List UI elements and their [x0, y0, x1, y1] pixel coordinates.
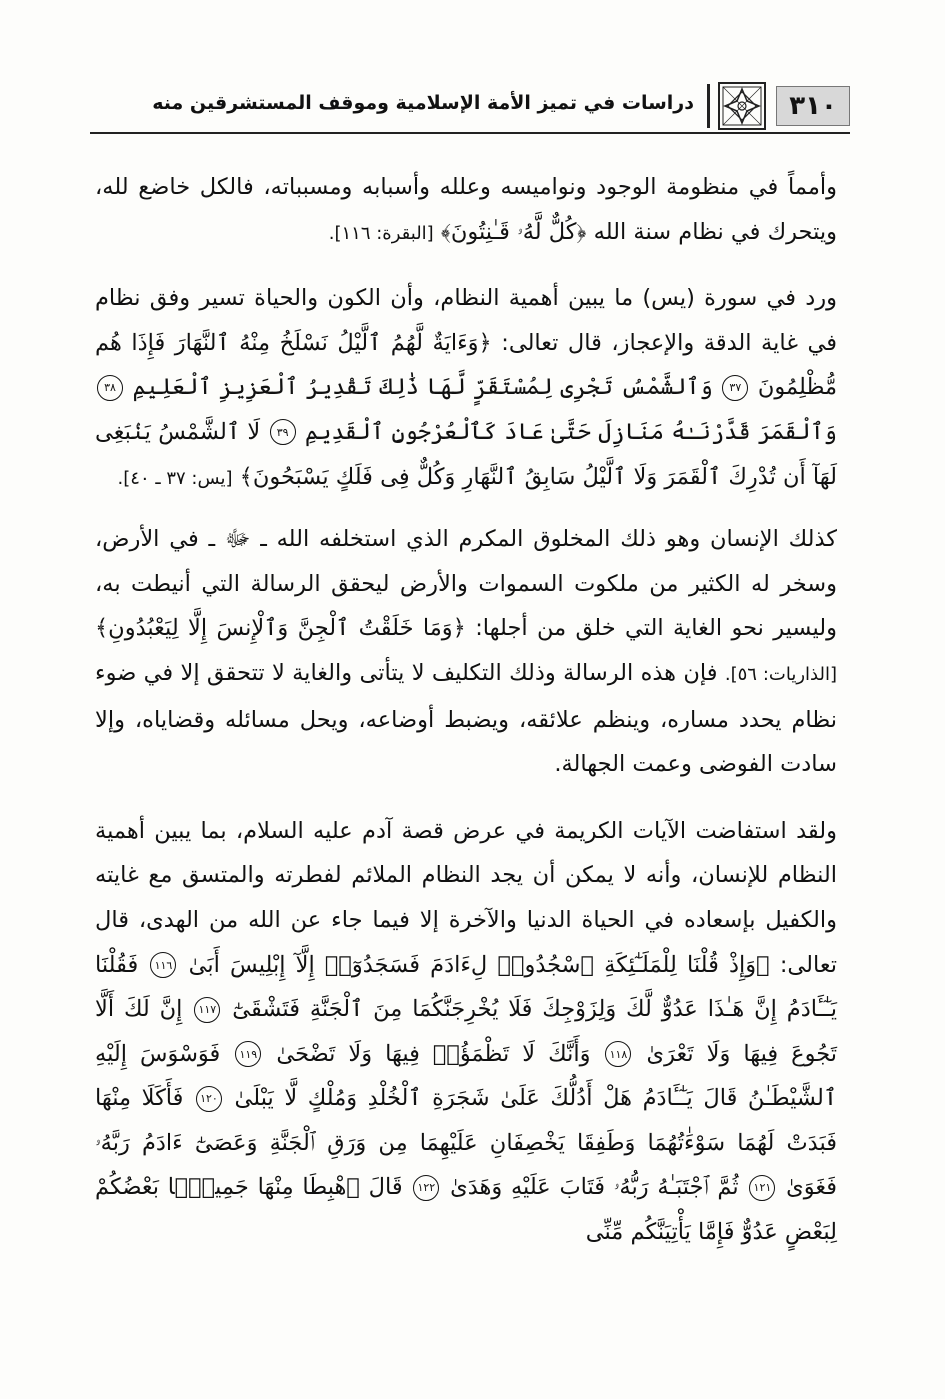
ayah-number-marker: ٣٨: [97, 375, 123, 401]
body-text: [95, 165, 837, 1255]
quran-quote: لَا ٱلشَّمْسُ يَنۢبَغِى لَهَآ أَن تُدْرِكَ ٱلْقَمَرَ وَلَا ٱلَّيْلُ سَابِقُ ٱلنَّهَارِ وَكُلٌّ فِى فَلَكٍ يَسْبَحُونَ﴾: [95, 418, 837, 490]
paragraph-text: ورد في سورة (يس) ما يبين أهمية النظام، وأن الكون والحياة تسير وفق نظام في غاية الدقة والإعجاز، قال تعالى:: [95, 285, 837, 356]
quran-quote: ﴿كُلٌّ لَّهُۥ قَـٰنِتُونَ﴾: [440, 218, 587, 245]
paragraph-1: [95, 165, 837, 256]
header-rule: [90, 132, 850, 134]
quran-quote: وَٱلْقَمَرَ قَدَّرْنَـٰهُ مَنَازِلَ حَتَّىٰ عَادَ كَٱلْعُرْجُونِ ٱلْقَدِيمِ: [304, 418, 837, 445]
paragraph-2: [95, 276, 837, 501]
ayah-number-marker: ١٢٠: [196, 1086, 222, 1112]
paragraph-text: كذلك الإنسان وهو ذلك المخلوق المكرم الذي استخلفه الله ـ ﷻ ـ في الأرض، وسخر له الكثير من ملكوت السموات والأرض ليحقق الرسالة التي أنيطت به، وليسير نحو الغاية التي خلق من أجلها:: [95, 526, 838, 642]
verse-reference: [البقرة: ١١٦].: [328, 222, 434, 244]
ayah-number-marker: ١٢١: [749, 1175, 775, 1201]
paragraph-4: [95, 809, 837, 1255]
ayah-number-marker: ٣٧: [722, 375, 748, 401]
paragraph-text: ولقد استفاضت الآيات الكريمة في عرض قصة آدم عليه السلام، بما يبين أهمية النظام للإنسان، وأنه لا يمكن أن يجد النظام الملائم لفطرته والمتسق مع غايته والكفيل بإسعاده في الحياة الدنيا والآخرة إلا فيما جاء عن الله من الهدى، قال تعالى:: [95, 817, 838, 978]
paragraph-text: وأمماً في منظومة الوجود ونواميسه وعلله وأسبابه ومسبباته، فالكل خاضع لله، ويتحرك في نظام سنة الله: [95, 174, 837, 245]
quran-quote: وَٱلشَّمْسُ تَجْرِى لِمُسْتَقَرٍّ لَّهَا ذَٰلِكَ تَقْدِيرُ ٱلْعَزِيزِ ٱلْعَلِيمِ: [132, 374, 713, 401]
quran-quote: ﴿وَمَا خَلَقْتُ ٱلْجِنَّ وَٱلْإِنسَ إِلَّا لِيَعْبُدُونِ﴾: [95, 615, 466, 642]
paragraph-text: فإن هذه الرسالة وذلك التكليف لا يتأتى والغاية لا تتحقق إلا في ضوء نظام يحدد مساره، وينظم علائقه، ويضبط أوضاعه، ويحل مسائله وقضاياه، وإلا سادت الفوضى وعمت الجهالة.: [95, 659, 837, 778]
geometric-ornament-icon: [718, 82, 766, 130]
ayah-number-marker: ٣٩: [270, 419, 296, 445]
ayah-number-marker: ١١٦: [150, 952, 176, 978]
quran-quote: فَقُلْنَا يَـٰٓـَٔادَمُ إِنَّ هَـٰذَا عَدُوٌّ لَّكَ وَلِزَوْجِكَ فَلَا يُخْرِجَنَّكُمَا مِنَ ٱلْجَنَّةِ فَتَشْقَىٰٓ: [95, 951, 838, 1023]
quran-quote: ﴿وَإِذْ قُلْنَا لِلْمَلَـٰٓئِكَةِ ٱسْجُدُوا۟ لِءَادَمَ فَسَجَدُوٓا۟ إِلَّآ إِبْلِيسَ أَبَىٰ: [188, 951, 770, 978]
quran-quote: ﴿وَءَايَةٌ لَّهُمُ ٱلَّيْلُ نَسْلَخُ مِنْهُ ٱلنَّهَارَ فَإِذَا هُم مُّظْلِمُونَ: [95, 329, 838, 401]
quran-quote: ثُمَّ ٱجْتَبَـٰهُ رَبُّهُۥ فَتَابَ عَلَيْهِ وَهَدَىٰ: [450, 1174, 739, 1201]
quran-quote: فَوَسْوَسَ إِلَيْهِ ٱلشَّيْطَـٰنُ قَالَ يَـٰٓـَٔادَمُ هَلْ أَدُلُّكَ عَلَىٰ شَجَرَةِ ٱلْخُلْدِ وَمُلْكٍ لَّا يَبْلَىٰ: [95, 1040, 837, 1112]
quran-quote: إِنَّ لَكَ أَلَّا تَجُوعَ فِيهَا وَلَا تَعْرَىٰ: [95, 996, 837, 1067]
running-title: دراسات في تميز الأمة الإسلامية وموقف المستشرقين منه: [152, 92, 694, 114]
ayah-number-marker: ١١٨: [605, 1041, 631, 1067]
ayah-number-marker: ١٢٢: [413, 1175, 439, 1201]
running-header: [90, 80, 850, 136]
ayah-number-marker: ١١٩: [235, 1041, 261, 1067]
ayah-number-marker: ١١٧: [194, 997, 220, 1023]
header-divider: [707, 84, 710, 128]
page-number-box: [776, 86, 850, 126]
verse-reference: [يس: ٣٧ ـ ٤٠].: [117, 467, 233, 489]
verse-reference: [الذاريات: ٥٦].: [724, 663, 838, 685]
paragraph-3: [95, 517, 837, 787]
quran-quote: وَأَنَّكَ لَا تَظْمَؤُا۟ فِيهَا وَلَا تَضْحَىٰ: [276, 1040, 591, 1067]
quran-quote: قَالَ ٱهْبِطَا مِنْهَا جَمِيعًۢا بَعْضُكُمْ لِبَعْضٍ عَدُوٌّ فَإِمَّا يَأْتِيَنَّكُم مِّنِّى: [95, 1174, 837, 1246]
page-number: ٣١٠: [789, 91, 837, 121]
quran-quote: فَأَكَلَا مِنْهَا فَبَدَتْ لَهُمَا سَوْءَٰتُهُمَا وَطَفِقَا يَخْصِفَانِ عَلَيْهِمَا مِن وَرَقِ ٱلْجَنَّةِ وَعَصَىٰٓ ءَادَمُ رَبَّهُۥ فَغَوَىٰ: [95, 1085, 837, 1201]
